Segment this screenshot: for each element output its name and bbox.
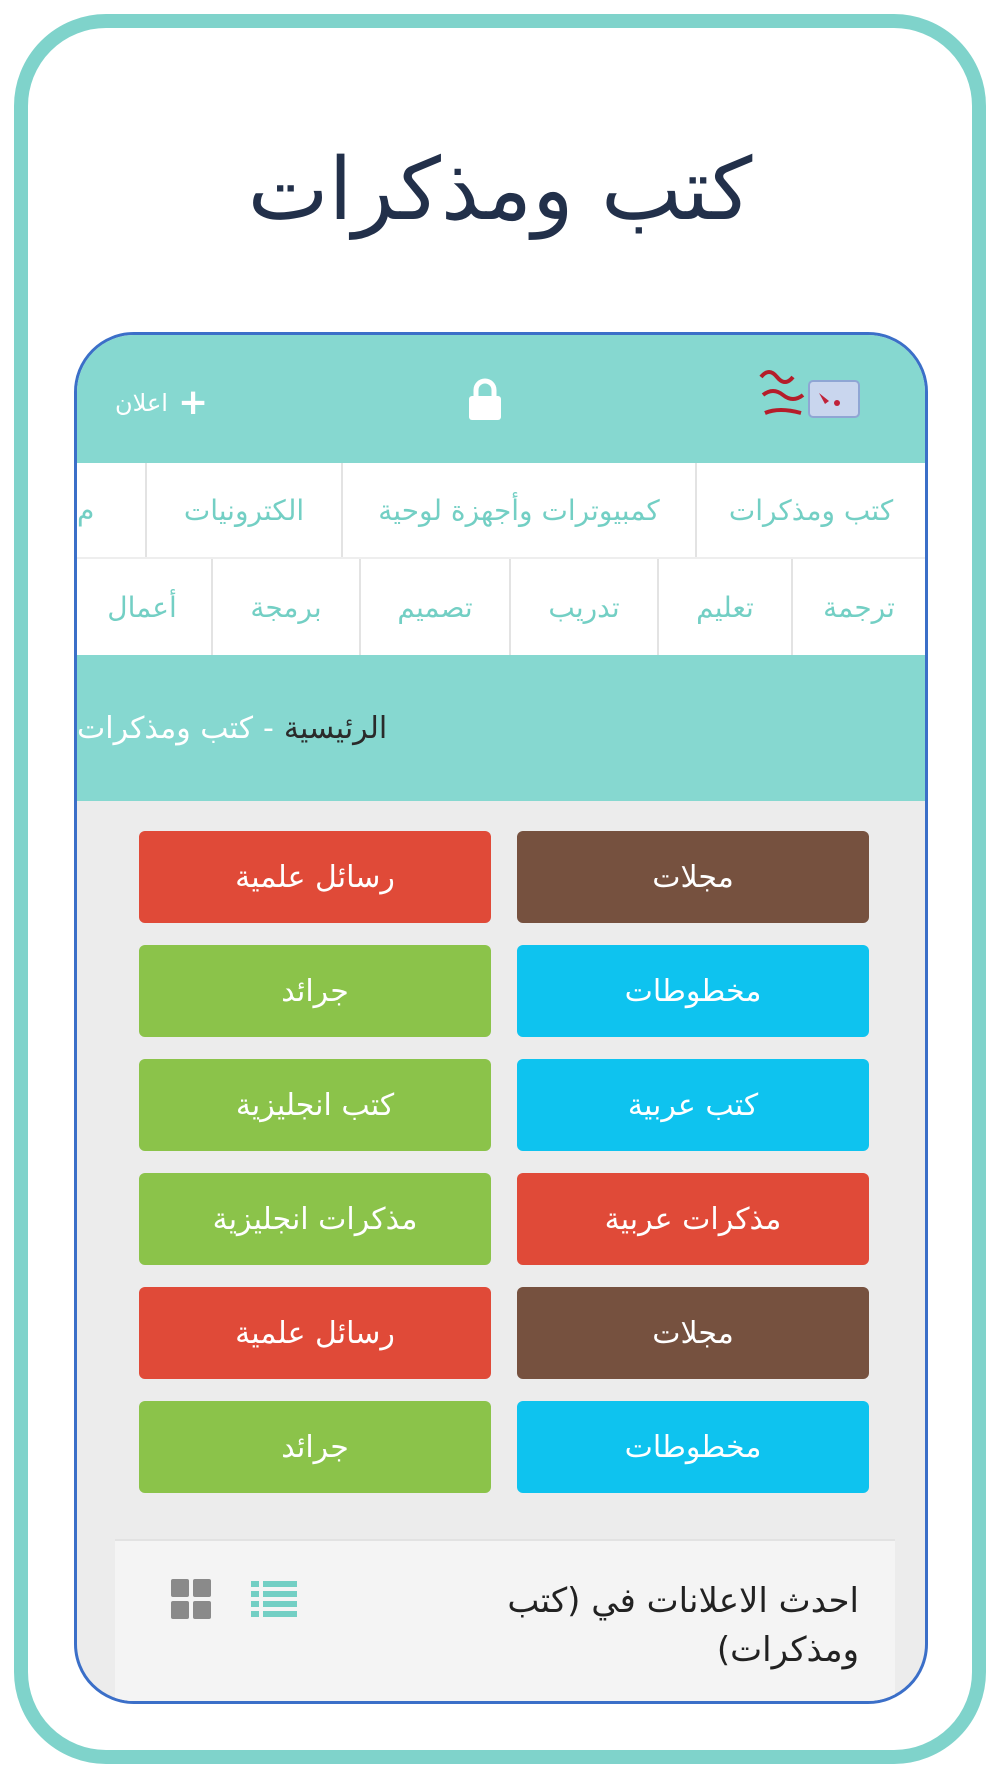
subcategory-button[interactable]: مخطوطات (517, 945, 869, 1037)
subcategory-button[interactable]: مذكرات انجليزية (139, 1173, 491, 1265)
services-nav (77, 559, 925, 655)
nav-item-business[interactable]: أعمال (77, 559, 211, 655)
subcategory-button[interactable]: جرائد (139, 945, 491, 1037)
subcategory-button[interactable]: مذكرات عربية (517, 1173, 869, 1265)
breadcrumb (77, 655, 925, 801)
nav-item-electronics[interactable]: الكترونيات (145, 463, 341, 557)
post-ad-label: اعلان (115, 389, 168, 417)
app-header (77, 335, 925, 463)
subcategory-button[interactable]: مجلات (517, 1287, 869, 1379)
subcategory-button[interactable]: كتب عربية (517, 1059, 869, 1151)
grid-view-icon[interactable] (171, 1579, 211, 1619)
nav-item-teaching[interactable]: تعليم (657, 559, 791, 655)
plus-icon: + (177, 382, 209, 423)
latest-ads-title: احدث الاعلانات في (كتب ومذكرات) (507, 1581, 859, 1671)
subcategory-grid (139, 831, 869, 1493)
subcategory-button[interactable]: مخطوطات (517, 1401, 869, 1493)
lock-icon[interactable] (467, 377, 503, 421)
phone-screen (74, 332, 928, 1704)
nav-item-design[interactable]: تصميم (359, 559, 509, 655)
post-ad-button[interactable] (115, 382, 209, 423)
subcategory-button[interactable]: مجلات (517, 831, 869, 923)
breadcrumb-separator: - (263, 710, 274, 746)
breadcrumb-current: كتب ومذكرات (77, 710, 254, 746)
page-title: كتب ومذكرات (247, 140, 753, 240)
logo[interactable] (757, 365, 877, 427)
subcategory-button[interactable]: رسائل علمية (139, 831, 491, 923)
breadcrumb-home[interactable]: الرئيسية (283, 710, 388, 746)
latest-ads-panel (115, 1539, 895, 1704)
nav-item-programming[interactable]: برمجة (211, 559, 359, 655)
nav-item-translation[interactable]: ترجمة (791, 559, 925, 655)
nav-item-books[interactable]: كتب ومذكرات (695, 463, 925, 557)
nav-item-more[interactable]: م (77, 463, 145, 557)
subcategory-button[interactable]: كتب انجليزية (139, 1059, 491, 1151)
category-nav (77, 463, 925, 559)
nav-item-computers[interactable]: كمبيوترات وأجهزة لوحية (341, 463, 695, 557)
subcategory-button[interactable]: رسائل علمية (139, 1287, 491, 1379)
nav-item-training[interactable]: تدريب (509, 559, 657, 655)
subcategory-button[interactable]: جرائد (139, 1401, 491, 1493)
list-view-icon[interactable] (251, 1579, 297, 1619)
